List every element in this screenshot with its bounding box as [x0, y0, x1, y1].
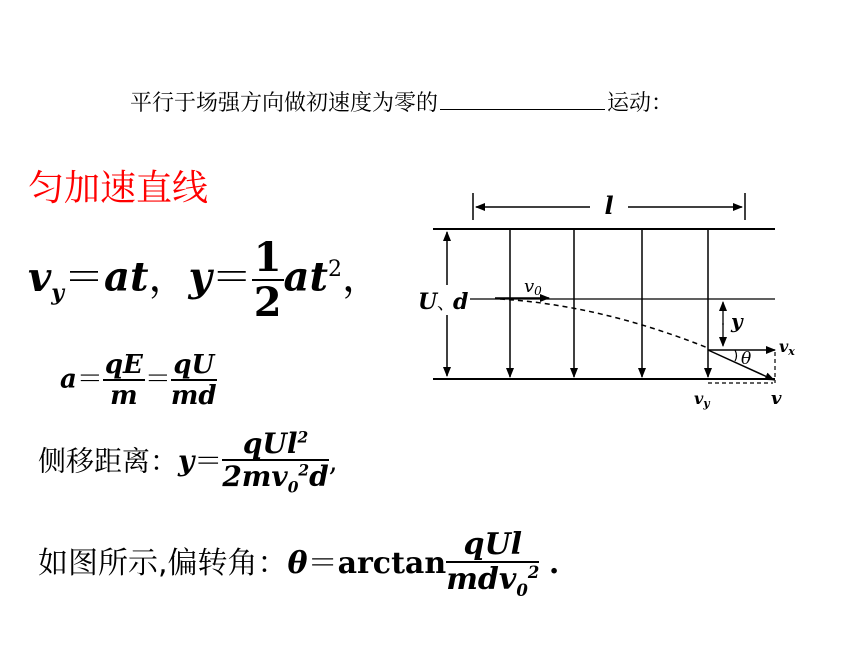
deflection-angle-formula: 如图所示,偏转角：θ＝arctan $\frac{\text{qUl}}{mdv_0^2}$ .: [38, 527, 560, 600]
velocity-displacement-formula: $v_y=at$，y＝ $\frac{1}{2}$ $at^2$，: [28, 234, 382, 326]
label-theta: θ: [741, 349, 752, 369]
label-separator: 、: [437, 293, 455, 314]
intro-text-before: 平行于场强方向做初速度为零的: [130, 91, 439, 116]
trajectory-curve: [500, 299, 708, 348]
label-l: l: [604, 191, 614, 220]
intro-text-after: 运动：: [607, 91, 674, 116]
label-d: d: [453, 289, 469, 315]
theta-arc: [735, 350, 737, 361]
lateral-label: 侧移距离：: [38, 444, 179, 478]
deflection-label: 如图所示,偏转角：: [38, 545, 288, 581]
label-vx: vx: [779, 337, 795, 358]
answer-text: 匀加速直线: [28, 168, 209, 209]
label-v: v: [771, 388, 782, 409]
acceleration-formula: a＝ $\frac{qE}{m}$ ＝ $\frac{qU}{md}$: [60, 350, 217, 411]
label-vy: vy: [694, 389, 710, 410]
label-v0: v0: [524, 276, 542, 298]
label-y: y: [731, 309, 743, 333]
lateral-displacement-formula: 侧移距离：y＝ $\frac{qUl^2}{2mv_0^2d}$ ,: [38, 427, 338, 497]
label-U: U: [418, 289, 438, 315]
